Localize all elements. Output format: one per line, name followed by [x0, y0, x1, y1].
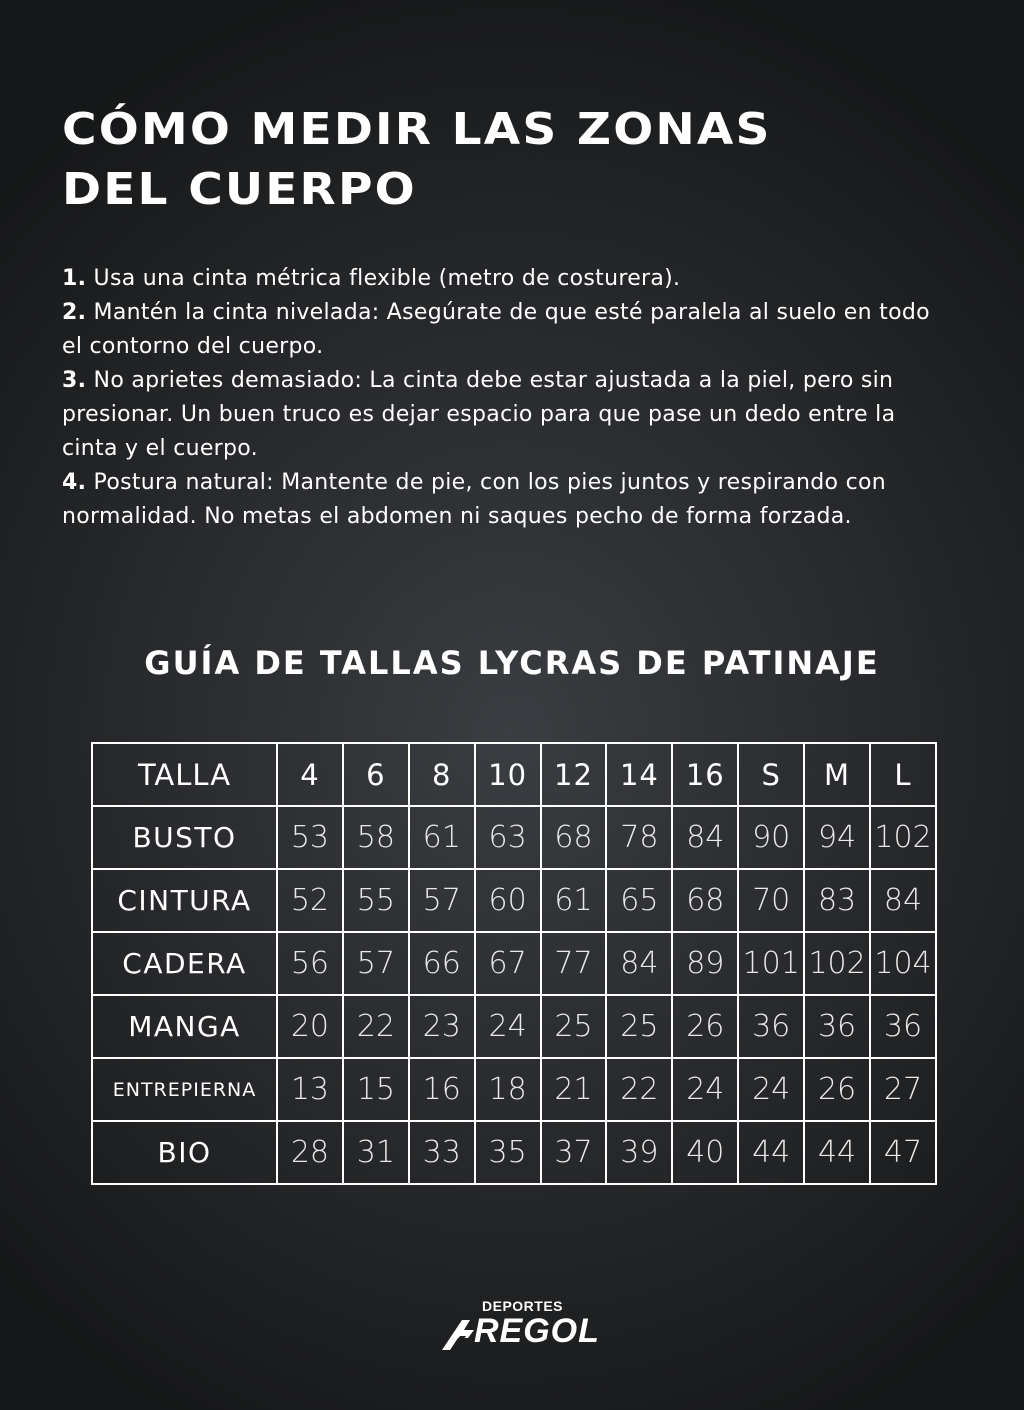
brand-logo-main-text: REGOL	[474, 1312, 600, 1350]
table-cell: 89	[672, 932, 738, 995]
page-title-line-2: DEL CUERPO	[62, 164, 417, 215]
table-cell: 53	[277, 806, 343, 869]
header-cell-size: 12	[541, 743, 607, 806]
table-cell: 68	[672, 869, 738, 932]
table-cell: 66	[409, 932, 475, 995]
table-cell: 18	[475, 1058, 541, 1121]
table-cell: 84	[870, 869, 936, 932]
header-cell-size: L	[870, 743, 936, 806]
table-cell: 52	[277, 869, 343, 932]
table-cell: 26	[672, 995, 738, 1058]
table-cell: 61	[541, 869, 607, 932]
table-cell: 102	[870, 806, 936, 869]
header-cell-size: S	[738, 743, 804, 806]
table-cell: 24	[738, 1058, 804, 1121]
table-cell: 77	[541, 932, 607, 995]
header-cell-size: 4	[277, 743, 343, 806]
table-cell: 20	[277, 995, 343, 1058]
table-cell: 60	[475, 869, 541, 932]
table-cell: 57	[409, 869, 475, 932]
table-cell: 55	[343, 869, 409, 932]
table-cell: 37	[541, 1121, 607, 1184]
table-cell: 56	[277, 932, 343, 995]
table-row	[92, 995, 936, 1058]
table-row	[92, 932, 936, 995]
table-cell: 47	[870, 1121, 936, 1184]
table-cell: 40	[672, 1121, 738, 1184]
table-cell: 58	[343, 806, 409, 869]
table-cell: 28	[277, 1121, 343, 1184]
table-cell: 22	[343, 995, 409, 1058]
table-cell: 15	[343, 1058, 409, 1121]
header-cell-talla: TALLA	[92, 743, 277, 806]
table-cell: 63	[475, 806, 541, 869]
size-table	[91, 742, 937, 1185]
instruction-item: 1. Usa una cinta métrica flexible (metro de costurera).	[62, 266, 681, 291]
table-cell: 27	[870, 1058, 936, 1121]
table-cell: 68	[541, 806, 607, 869]
table-cell: 13	[277, 1058, 343, 1121]
table-cell: 70	[738, 869, 804, 932]
table-cell: 25	[606, 995, 672, 1058]
header-cell-size: 16	[672, 743, 738, 806]
row-label-busto: BUSTO	[92, 806, 277, 869]
header-cell-size: 10	[475, 743, 541, 806]
table-cell: 84	[672, 806, 738, 869]
brand-logo	[440, 1298, 600, 1358]
table-cell: 22	[606, 1058, 672, 1121]
table-cell: 31	[343, 1121, 409, 1184]
table-cell: 84	[606, 932, 672, 995]
table-row	[92, 1121, 936, 1184]
table-cell: 36	[870, 995, 936, 1058]
table-cell: 65	[606, 869, 672, 932]
table-cell: 25	[541, 995, 607, 1058]
table-cell: 104	[870, 932, 936, 995]
table-cell: 94	[804, 806, 870, 869]
header-cell-size: 14	[606, 743, 672, 806]
header-cell-size: 6	[343, 743, 409, 806]
brand-logo-top-text: DEPORTES	[482, 1298, 564, 1314]
row-label-manga: MANGA	[92, 995, 277, 1058]
row-label-cintura: CINTURA	[92, 869, 277, 932]
row-label-cadera: CADERA	[92, 932, 277, 995]
table-cell: 57	[343, 932, 409, 995]
table-row	[92, 806, 936, 869]
table-cell: 101	[738, 932, 804, 995]
table-cell: 44	[738, 1121, 804, 1184]
table-cell: 67	[475, 932, 541, 995]
table-cell: 102	[804, 932, 870, 995]
instruction-item: 4. Postura natural: Mantente de pie, con los pies juntos y respirando con normalidad. No metas el abdomen ni saques pecho de forma forzada.	[62, 470, 887, 529]
table-cell: 33	[409, 1121, 475, 1184]
table-cell: 24	[475, 995, 541, 1058]
table-cell: 78	[606, 806, 672, 869]
row-label-bio: BIO	[92, 1121, 277, 1184]
table-cell: 83	[804, 869, 870, 932]
table-cell: 24	[672, 1058, 738, 1121]
page-title	[62, 100, 1024, 220]
table-cell: 36	[738, 995, 804, 1058]
row-label-entrepierna: ENTREPIERNA	[92, 1058, 277, 1121]
header-cell-size: M	[804, 743, 870, 806]
measuring-instructions	[62, 262, 942, 534]
table-cell: 26	[804, 1058, 870, 1121]
table-cell: 90	[738, 806, 804, 869]
page-title-line-1: CÓMO MEDIR LAS ZONAS	[62, 104, 772, 155]
table-cell: 21	[541, 1058, 607, 1121]
table-row	[92, 869, 936, 932]
table-cell: 36	[804, 995, 870, 1058]
table-cell: 16	[409, 1058, 475, 1121]
table-cell: 39	[606, 1121, 672, 1184]
instruction-item: 3. No aprietes demasiado: La cinta debe estar ajustada a la piel, pero sin presionar. Un buen truco es dejar espacio para que pase un dedo entre la cinta y el cuerpo.	[62, 368, 896, 461]
instruction-item: 2. Mantén la cinta nivelada: Asegúrate de que esté paralela al suelo en todo el contorno del cuerpo.	[62, 300, 930, 359]
table-row	[92, 1058, 936, 1121]
table-cell: 35	[475, 1121, 541, 1184]
size-table-header-row	[92, 743, 936, 806]
header-cell-size: 8	[409, 743, 475, 806]
table-cell: 61	[409, 806, 475, 869]
size-guide-title: GUÍA DE TALLAS LYCRAS DE PATINAJE	[144, 644, 880, 682]
table-cell: 44	[804, 1121, 870, 1184]
table-cell: 23	[409, 995, 475, 1058]
